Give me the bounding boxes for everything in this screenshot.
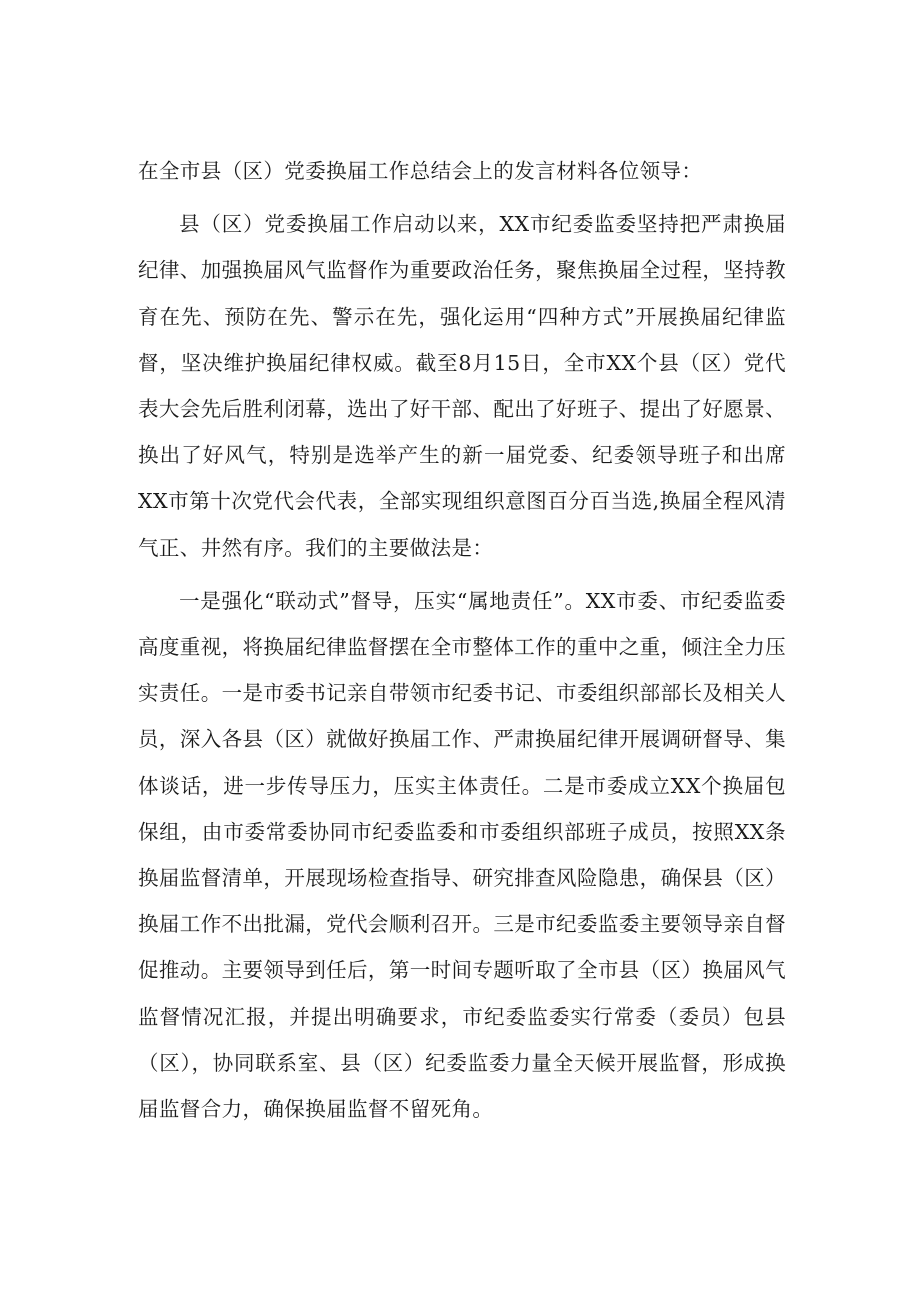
document-body xyxy=(138,148,786,1132)
document-title-line: 在全市县（区）党委换届工作总结会上的发言材料各位领导： xyxy=(138,159,703,183)
paragraph-intro: 县（区）党委换届工作启动以来，XX市纪委监委坚持把严肃换届纪律、加强换届风气监督作为重要政治任务，聚焦换届全过程，坚持教育在先、预防在先、警示在先，强化运用“四种方式”开展换届纪律监督，坚决维护换届纪律权威。截至8月15日，全市XX个县（区）党代表大会先后胜利闭幕，选出了好干部、配出了好班子、提出了好愿景、换出了好风气，特别是选举产生的新一届党委、纪委领导班子和出席XX市第十次党代会代表，全部实现组织意图百分百当选,换届全程风清气正、井然有序。我们的主要做法是： xyxy=(138,212,786,560)
paragraph-measure-one: 一是强化“联动式”督导，压实“属地责任”。XX市委、市纪委监委高度重视，将换届纪律监督摆在全市整体工作的重中之重，倾注全力压实责任。一是市委书记亲自带领市纪委书记、市委组织部部长及相关人员，深入各县（区）就做好换届工作、严肃换届纪律开展调研督导、集体谈话，进一步传导压力，压实主体责任。二是市委成立XX个换届包保组，由市委常委协同市纪委监委和市委组织部班子成员，按照XX条换届监督清单，开展现场检查指导、研究排查风险隐患，确保县（区）换届工作不出批漏，党代会顺利召开。三是市纪委监委主要领导亲自督促推动。主要领导到任后，第一时间专题听取了全市县（区）换届风气监督情况汇报，并提出明确要求，市纪委监委实行常委（委员）包县（区），协同联系室、县（区）纪委监委力量全天候开展监督，形成换届监督合力，确保换届监督不留死角。 xyxy=(138,588,786,1122)
